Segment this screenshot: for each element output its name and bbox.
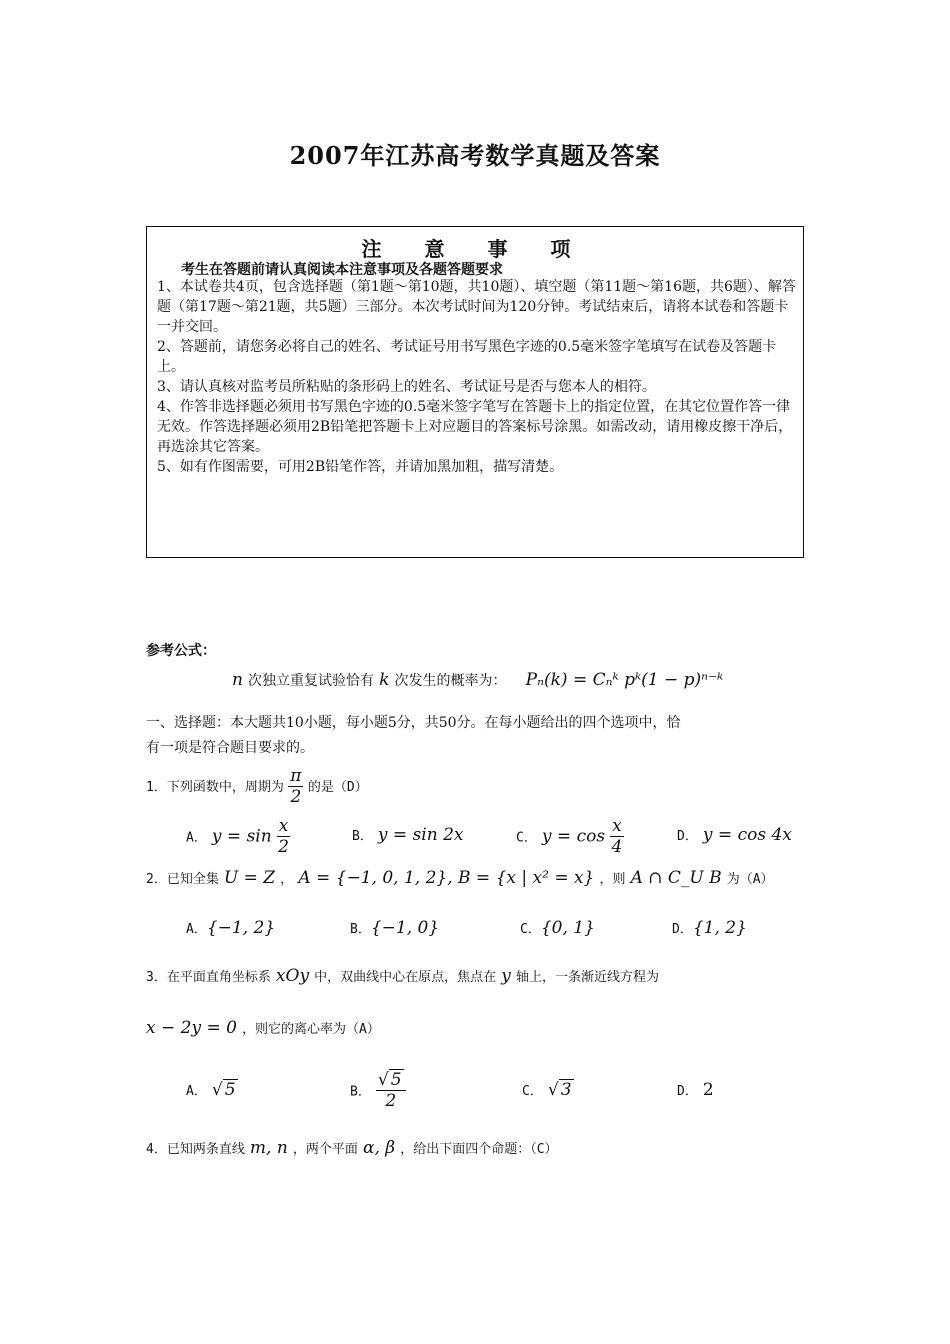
notice-subheading: 考生在答题前请认真阅读本注意事项及各题答题要求	[181, 262, 503, 278]
var-n: n	[232, 670, 243, 690]
question-1	[146, 768, 368, 806]
q3-option-c: C． √ 3	[522, 1080, 572, 1100]
question-2: 2．已知全集 U = Z ， A = {−1, 0, 1, 2}, B = {x | x² = x} ，则 A ∩ C_U B 为（A）	[146, 868, 774, 888]
question-3: 3．在平面直角坐标系 xOy 中，双曲线中心在原点，焦点在 y 轴上，一条渐近线方程为	[146, 966, 659, 986]
q3-option-b: B． $\frac{√ 5}{2}$	[350, 1072, 406, 1110]
formula-text-1: 次独立重复试验恰有	[248, 673, 375, 689]
q2-option-b: B．{−1, 0}	[350, 918, 440, 938]
question-4: 4．已知两条直线 m, n ，两个平面 α, β ，给出下面四个命题：（C）	[146, 1138, 558, 1158]
q1-option-a: A． y = sin $\frac{x}{2}$	[186, 816, 289, 857]
reference-label: 参考公式：	[146, 643, 216, 659]
q1-option-b: B． y = sin 2x	[352, 825, 464, 845]
notice-item-4: 4、作答非选择题必须用书写黑色字迹的0.5毫米签字笔写在答题卡上的指定位置，在其它位置作答一律无效。作答选择题必须用2B铅笔把答题卡上对应题目的答案标号涂黑。如需改动，请用橡皮擦干净后，再选涂其它答案。	[157, 399, 793, 455]
reference-formula-line	[232, 670, 723, 690]
section1-intro-line1: 一、选择题：本大题共10小题，每小题5分，共50分。在每小题给出的四个选项中，恰	[146, 715, 681, 731]
notice-item-2: 2、答题前，请您务必将自己的姓名、考试证号用书写黑色字迹的0.5毫米签字笔填写在试卷及答题卡上。	[157, 339, 777, 375]
notice-item-5: 5、如有作图需要，可用2B铅笔作答，并请加黑加粗，描写清楚。	[157, 459, 564, 475]
q1-option-d: D． y = cos 4x	[677, 825, 792, 845]
q1-period: $\frac{\pi}{2}$	[290, 766, 302, 807]
notice-box	[146, 226, 804, 558]
q3-option-a: A． √ 5	[186, 1080, 236, 1100]
q1-suffix: 的是（D）	[307, 780, 368, 795]
notice-heading: 注 意 事 项	[361, 237, 589, 261]
q1-prefix: 1．下列函数中，周期为	[146, 780, 284, 795]
probability-formula: Pₙ(k) = Cₙᵏ pᵏ(1 − p)ⁿ⁻ᵏ	[525, 670, 724, 690]
section1-intro-line2: 有一项是符合题目要求的。	[146, 740, 314, 756]
q1-option-c: C． y = cos $\frac{x}{4}$	[516, 816, 623, 857]
formula-text-2: 次发生的概率为：	[394, 673, 507, 689]
q2-option-d: D．{1, 2}	[672, 918, 747, 938]
page-title: 2007年江苏高考数学真题及答案	[289, 141, 661, 170]
notice-item-3: 3、请认真核对监考员所粘贴的条形码上的姓名、考试证号是否与您本人的相符。	[157, 379, 656, 395]
q2-option-c: C．{0, 1}	[520, 918, 595, 938]
question-3-line2: x − 2y = 0 ，则它的离心率为（A）	[146, 1018, 380, 1038]
q2-option-a: A．{−1, 2}	[186, 918, 276, 938]
var-k: k	[379, 670, 390, 690]
notice-item-1: 1、本试卷共4页，包含选择题（第1题～第10题，共10题）、填空题（第11题～第16题，共6题）、解答题（第17题～第21题，共5题）三部分。本次考试时间为120分钟。考试结束后，请将本试卷和答题卡一并交回。	[157, 279, 796, 335]
q3-option-d: D． 2	[677, 1080, 714, 1100]
